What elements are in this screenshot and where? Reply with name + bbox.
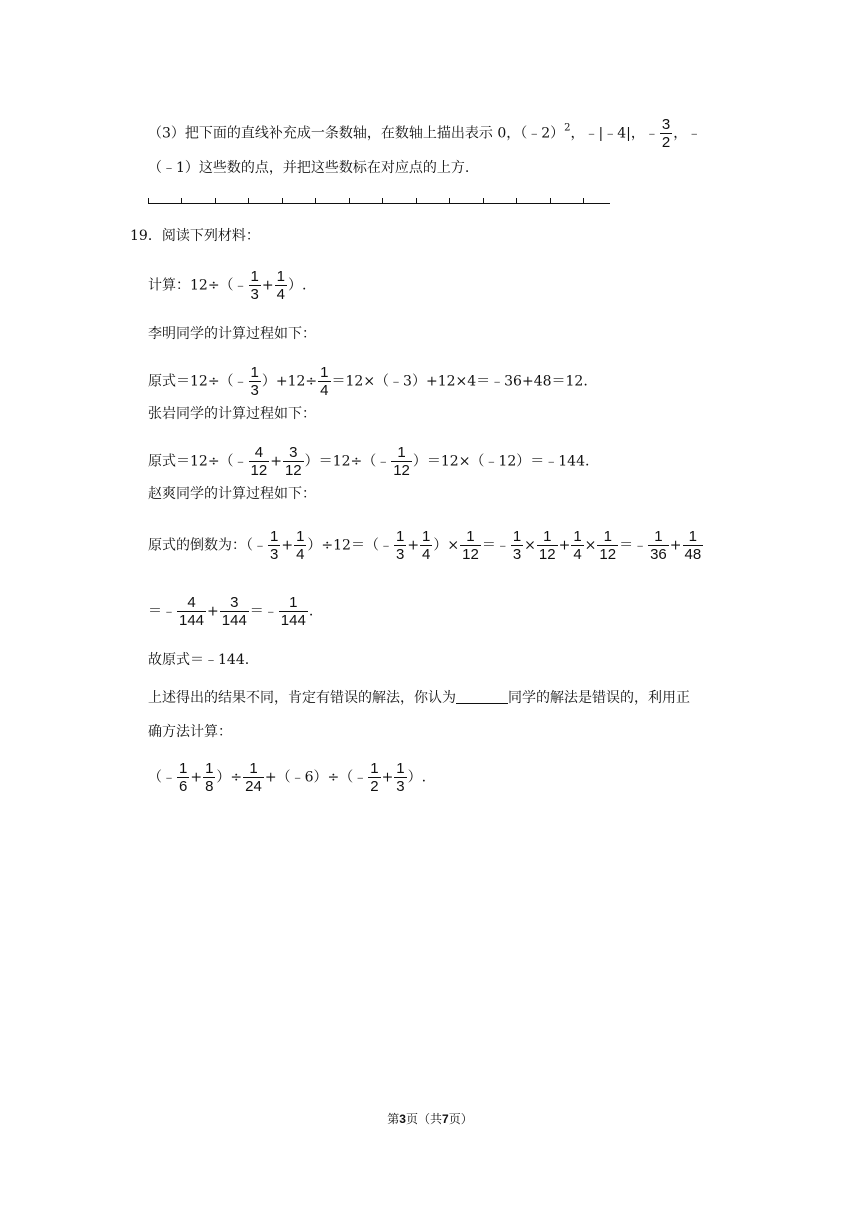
fraction: $\frac{1}{4}$	[573, 528, 582, 563]
zhao-shuang-solution-2: ＝﹣ $\frac{4}{144}$ + $\frac{3}{144}$ ＝﹣ $\frac{1}{144}$ .	[148, 594, 314, 629]
calc-problem: 计算：12÷（﹣ $\frac{1}{3}$ + $\frac{1}{4}$ ）.	[148, 268, 307, 303]
axis-tick	[516, 198, 517, 204]
page-footer: 第3页（共7页）	[387, 1112, 473, 1126]
fraction: $\frac{4}{12}$	[250, 444, 268, 479]
axis-tick	[315, 198, 316, 204]
fraction: $\frac{3}{12}$	[284, 444, 302, 479]
axis-tick	[248, 198, 249, 204]
fraction: $\frac{1}{48}$	[684, 528, 702, 563]
fraction: $\frac{1}{24}$	[245, 760, 262, 795]
zhang-yan-solution: 原式＝12÷（﹣ $\frac{4}{12}$ + $\frac{3}{12}$ ）＝12÷（﹣ $\frac{1}{12}$ ）＝12×（﹣12）＝﹣144.	[148, 444, 590, 479]
axis-tick	[550, 198, 551, 204]
li-ming-intro: 李明同学的计算过程如下：	[148, 326, 316, 342]
fraction: $\frac{1}{4}$	[296, 528, 305, 563]
q3-line2: （﹣1）这些数的点，并把这些数标在对应点的上方.	[148, 160, 470, 176]
axis-tick	[382, 198, 383, 204]
fraction: $\frac{1}{144}$	[280, 594, 306, 629]
q3-line1: （3）把下面的直线补充成一条数轴，在数轴上描出表示 0，（﹣2）$^2$，﹣|﹣4|，﹣ $\frac{3}{2}$ ，﹣	[148, 116, 702, 151]
li-ming-solution: 原式＝12÷（﹣ $\frac{1}{3}$ ）+12÷ $\frac{1}{4}$ ＝12×（﹣3）+12×4＝﹣36+48＝12.	[148, 364, 588, 399]
final-expression: （﹣ $\frac{1}{6}$ + $\frac{1}{8}$ ）÷ $\frac{1}{24}$ +（﹣6）÷（﹣ $\frac{1}{2}$ + $\frac{1}{3}$ ）.	[148, 760, 427, 795]
fraction: $\frac{1}{4}$	[422, 528, 431, 563]
conclusion: 故原式＝﹣144.	[148, 652, 250, 668]
zhang-yan-intro: 张岩同学的计算过程如下：	[148, 406, 316, 422]
fraction: $\frac{1}{3}$	[250, 364, 259, 399]
fraction: $\frac{1}{12}$	[599, 528, 617, 563]
fraction: $\frac{1}{4}$	[276, 268, 285, 303]
zhao-shuang-intro: 赵爽同学的计算过程如下：	[148, 486, 316, 502]
fraction: $\frac{1}{12}$	[462, 528, 479, 563]
zhao-shuang-solution-1: 原式的倒数为：（﹣ $\frac{1}{3}$ + $\frac{1}{4}$ ）÷12＝（﹣ $\frac{1}{3}$ + $\frac{1}{4}$ ）× $\frac{1}{12}$ ＝﹣ $\frac{1}{3}$ × $\frac{1}{12}$ + $\frac{1}{4}$ × $\frac{1}{12}$ ＝﹣ $\frac{1}{36}$ + $\frac{1}{48}$	[148, 528, 702, 563]
axis-tick	[181, 198, 182, 204]
axis-tick	[148, 198, 149, 204]
q19-title: 19．阅读下列材料：	[130, 228, 260, 244]
fraction: $\frac{3}{2}$	[661, 116, 671, 151]
axis-tick	[583, 198, 584, 204]
axis-tick	[449, 198, 450, 204]
fraction: $\frac{1}{3}$	[512, 528, 522, 563]
axis-tick	[282, 198, 283, 204]
fraction: $\frac{1}{12}$	[393, 444, 410, 479]
answer-blank	[456, 689, 508, 704]
question-line1: 上述得出的结果不同，肯定有错误的解法，你认为 同学的解法是错误的，利用正	[148, 690, 690, 706]
fraction: $\frac{1}{8}$	[205, 760, 214, 795]
fraction: $\frac{1}{3}$	[395, 528, 405, 563]
axis-tick	[349, 198, 350, 204]
axis-tick	[215, 198, 216, 204]
fraction: $\frac{1}{3}$	[250, 268, 259, 303]
fraction: $\frac{3}{144}$	[221, 594, 247, 629]
fraction: $\frac{1}{4}$	[320, 364, 329, 399]
fraction: $\frac{1}{6}$	[179, 760, 188, 795]
fraction: $\frac{1}{3}$	[270, 528, 279, 563]
axis-tick	[416, 198, 417, 204]
fraction: $\frac{1}{3}$	[396, 760, 405, 795]
fraction: $\frac{1}{12}$	[538, 528, 556, 563]
fraction: $\frac{4}{144}$	[179, 594, 205, 629]
question-line2: 确方法计算：	[148, 724, 232, 740]
number-line	[148, 203, 610, 204]
fraction: $\frac{1}{2}$	[370, 760, 379, 795]
axis-tick	[483, 198, 484, 204]
fraction: $\frac{1}{36}$	[650, 528, 667, 563]
